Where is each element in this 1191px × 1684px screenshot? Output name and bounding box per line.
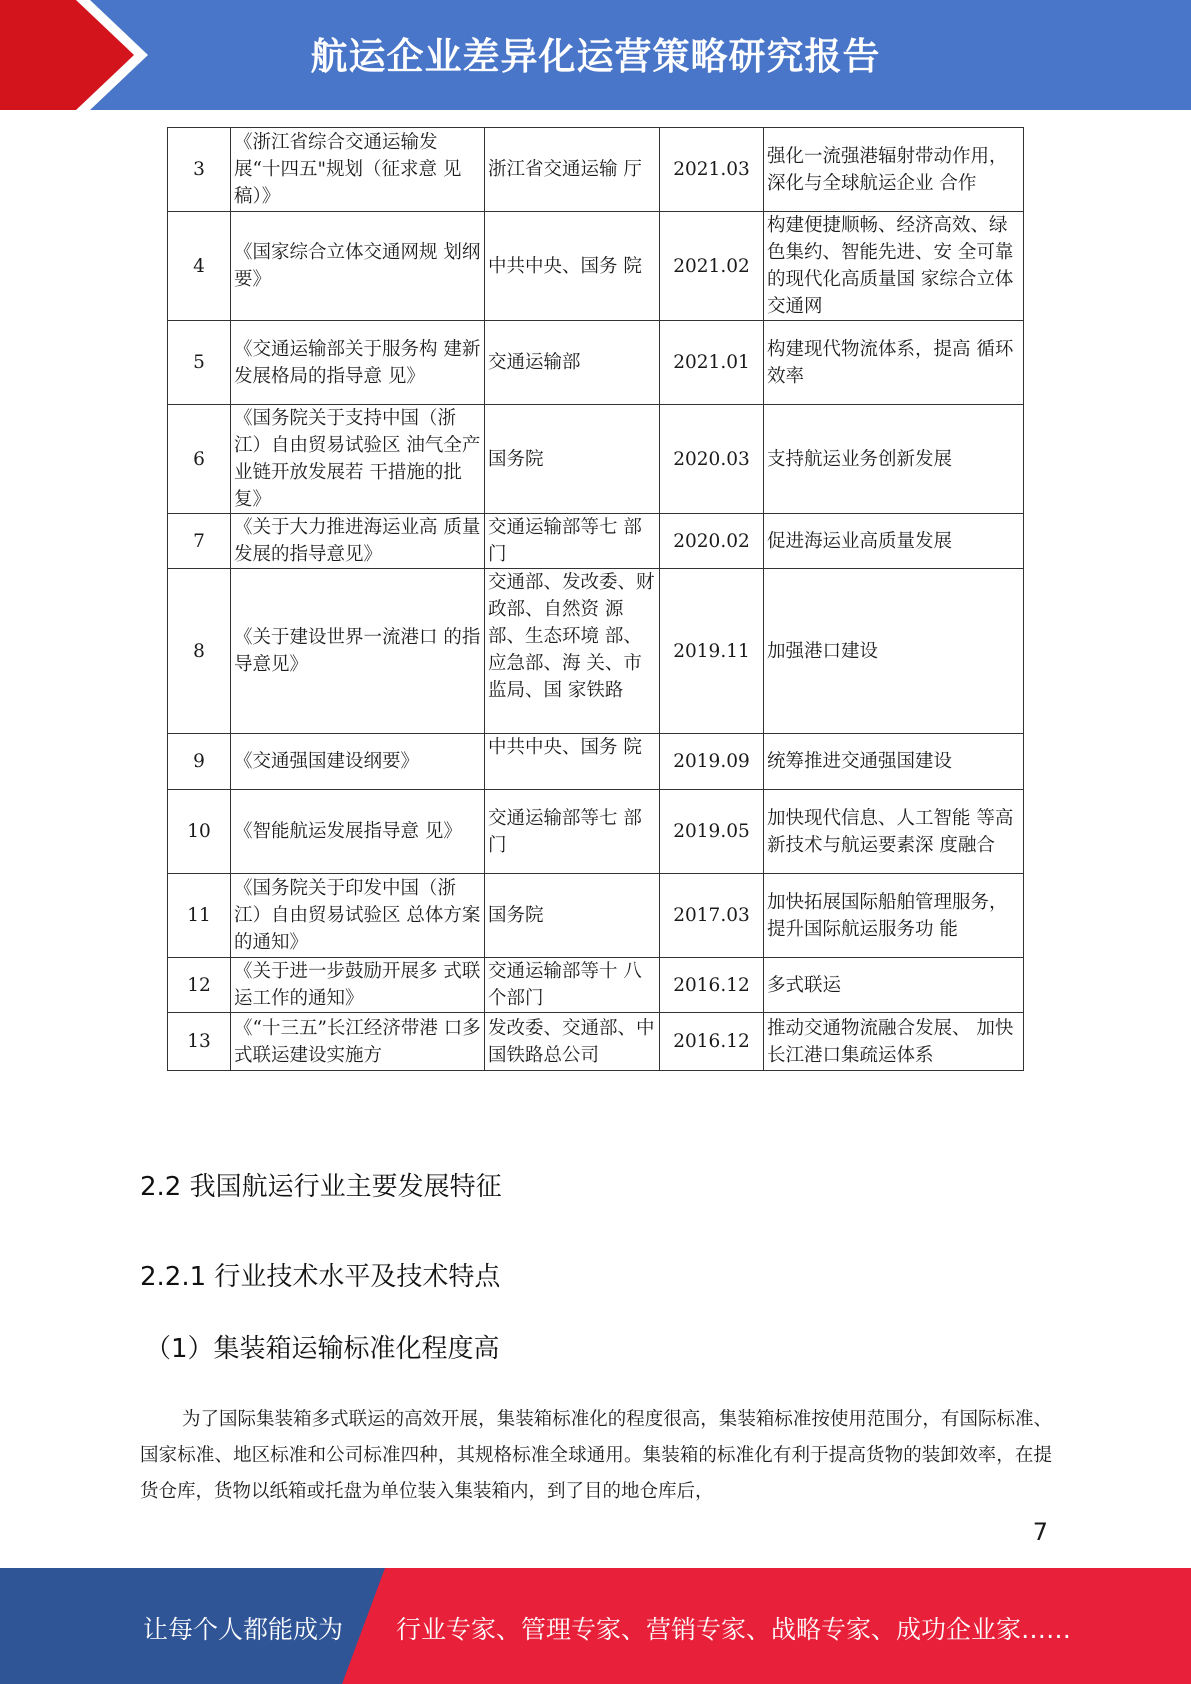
policy-name-cell: 《关于进一步鼓励开展多 式联运工作的通知》 [231, 958, 485, 1013]
table-row [168, 514, 1024, 569]
section-heading-2-2: 2.2 我国航运行业主要发展特征 [140, 1172, 502, 1202]
issuer-cell: 交通运输部等七 部门 [485, 514, 660, 569]
row-number-cell: 4 [168, 212, 231, 321]
row-number-cell: 8 [168, 569, 231, 734]
policy-name-cell: 《交通运输部关于服务构 建新发展格局的指导意 见》 [231, 321, 485, 405]
policy-name-cell: 《国务院关于印发中国（浙江）自由贸易试验区 总体方案的通知》 [231, 874, 485, 958]
row-number-cell: 3 [168, 128, 231, 212]
report-title: 航运企业差异化运营策略研究报告 [310, 35, 881, 78]
content-cell: 促进海运业高质量发展 [764, 514, 1024, 569]
content-cell: 统筹推进交通强国建设 [764, 734, 1024, 790]
date-cell: 2016.12 [660, 958, 764, 1013]
date-cell: 2019.11 [660, 569, 764, 734]
policy-name-cell: 《浙江省综合交通运输发 展“十四五"规划（征求意 见稿）》 [231, 128, 485, 212]
issuer-cell: 国务院 [485, 405, 660, 514]
page-header [0, 0, 1191, 110]
policy-name-cell: 《智能航运发展指导意 见》 [231, 790, 485, 874]
table-row [168, 321, 1024, 405]
table-row [168, 212, 1024, 321]
date-cell: 2016.12 [660, 1013, 764, 1071]
content-cell: 加快拓展国际船舶管理服务，提升国际航运服务功 能 [764, 874, 1024, 958]
row-number-cell: 6 [168, 405, 231, 514]
policy-table [167, 127, 1024, 1071]
issuer-cell: 交通运输部 [485, 321, 660, 405]
issuer-cell: 交通运输部等七 部门 [485, 790, 660, 874]
issuer-cell: 中共中央、国务 院 [485, 212, 660, 321]
content-cell: 加快现代信息、人工智能 等高新技术与航运要素深 度融合 [764, 790, 1024, 874]
content-cell: 强化一流强港辐射带动作用，深化与全球航运企业 合作 [764, 128, 1024, 212]
issuer-cell: 浙江省交通运输 厅 [485, 128, 660, 212]
row-number-cell: 13 [168, 1013, 231, 1071]
row-number-cell: 7 [168, 514, 231, 569]
policy-name-cell: 《“十三五”长江经济带港 口多式联运建设实施方 [231, 1013, 485, 1071]
date-cell: 2021.02 [660, 212, 764, 321]
table-row [168, 790, 1024, 874]
issuer-cell: 交通运输部等十 八个部门 [485, 958, 660, 1013]
policy-name-cell: 《交通强国建设纲要》 [231, 734, 485, 790]
policy-name-cell: 《国务院关于支持中国（浙江）自由贸易试验区 油气全产业链开放发展若 干措施的批复》 [231, 405, 485, 514]
date-cell: 2019.09 [660, 734, 764, 790]
content-cell: 多式联运 [764, 958, 1024, 1013]
table-row [168, 1013, 1024, 1071]
body-paragraph: 为了国际集装箱多式联运的高效开展，集装箱标准化的程度很高，集装箱标准按使用范围分，有国际标准、国家标准、地区标准和公司标准四种，其规格标准全球通用。集装箱的标准化有利于提高货物的装卸效率，在提货仓库，货物以纸箱或托盘为单位装入集装箱内，到了目的地仓库后， [140, 1409, 1052, 1502]
row-number-cell: 9 [168, 734, 231, 790]
row-number-cell: 5 [168, 321, 231, 405]
row-number-cell: 12 [168, 958, 231, 1013]
policy-name-cell: 《关于建设世界一流港口 的指导意见》 [231, 569, 485, 734]
date-cell: 2020.02 [660, 514, 764, 569]
footer-slogan-left: 让每个人都能成为 [143, 1615, 344, 1644]
row-number-cell: 11 [168, 874, 231, 958]
date-cell: 2021.01 [660, 321, 764, 405]
table-row [168, 405, 1024, 514]
table-row [168, 734, 1024, 790]
table-row [168, 874, 1024, 958]
date-cell: 2021.03 [660, 128, 764, 212]
content-cell: 加强港口建设 [764, 569, 1024, 734]
date-cell: 2017.03 [660, 874, 764, 958]
row-number-cell: 10 [168, 790, 231, 874]
policy-name-cell: 《国家综合立体交通网规 划纲要》 [231, 212, 485, 321]
content-cell: 构建现代物流体系，提高 循环效率 [764, 321, 1024, 405]
table-row [168, 128, 1024, 212]
issuer-cell: 国务院 [485, 874, 660, 958]
subsection-heading-1: （1）集装箱运输标准化程度高 [145, 1334, 500, 1364]
table-row [168, 569, 1024, 734]
section-heading-2-2-1: 2.2.1 行业技术水平及技术特点 [140, 1262, 501, 1292]
content-cell: 推动交通物流融合发展、 加快长江港口集疏运体系 [764, 1013, 1024, 1071]
content-cell: 构建便捷顺畅、经济高效、绿色集约、智能先进、安 全可靠的现代化高质量国 家综合立体交通网 [764, 212, 1024, 321]
policy-name-cell: 《关于大力推进海运业高 质量发展的指导意见》 [231, 514, 485, 569]
issuer-cell: 交通部、发改委、财政部、自然资 源部、生态环境 部、应急部、海 关、市监局、国 家铁路 [485, 569, 660, 734]
issuer-cell: 发改委、交通部、中国铁路总公司 [485, 1013, 660, 1071]
date-cell: 2020.03 [660, 405, 764, 514]
footer-slogan-right: 行业专家、管理专家、营销专家、战略专家、成功企业家…… [396, 1615, 1072, 1644]
content-cell: 支持航运业务创新发展 [764, 405, 1024, 514]
table-row [168, 958, 1024, 1013]
page-number: 7 [1032, 1518, 1048, 1546]
date-cell: 2019.05 [660, 790, 764, 874]
issuer-cell: 中共中央、国务 院 [485, 734, 660, 790]
